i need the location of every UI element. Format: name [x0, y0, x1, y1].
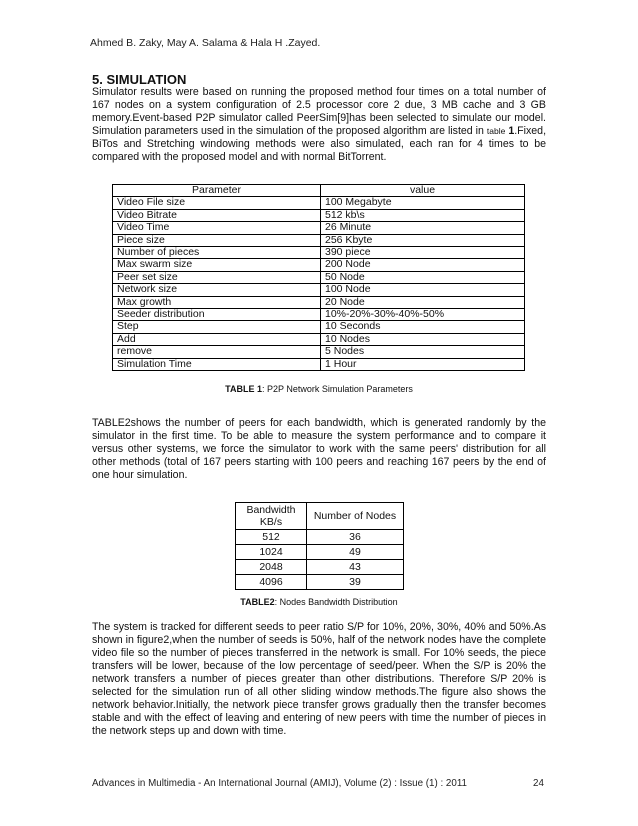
table-cell: 4096	[236, 575, 307, 590]
table-header-row	[113, 185, 525, 197]
table-row	[236, 560, 404, 575]
table-cell: Step	[113, 321, 321, 333]
caption-label: TABLE2	[240, 597, 275, 607]
table-header-row	[236, 503, 404, 530]
table-cell: Simulation Time	[113, 358, 321, 370]
section-title: 5. SIMULATION	[92, 72, 187, 87]
table-cell: 256 Kbyte	[321, 234, 525, 246]
table-cell: 43	[307, 560, 404, 575]
table2-caption	[0, 597, 638, 607]
table-cell: Video Time	[113, 222, 321, 234]
table-row	[113, 309, 525, 321]
table-cell: 512	[236, 530, 307, 545]
table-header-cell: Parameter	[113, 185, 321, 197]
table-header-cell: value	[321, 185, 525, 197]
table-cell: Video File size	[113, 197, 321, 209]
table-cell: Number of pieces	[113, 247, 321, 259]
table-row	[113, 271, 525, 283]
table-header-cell: Number of Nodes	[307, 503, 404, 530]
table-row	[236, 575, 404, 590]
table-cell: 36	[307, 530, 404, 545]
bandwidth-distribution-table	[235, 502, 404, 590]
table-row	[113, 222, 525, 234]
table-row	[236, 530, 404, 545]
page-number: 24	[533, 778, 544, 789]
table-cell: 390 piece	[321, 247, 525, 259]
table-cell: 1024	[236, 545, 307, 560]
footer-journal-citation: Advances in Multimedia - An International Journal (AMIJ), Volume (2) : Issue (1) : 2011	[92, 778, 467, 789]
table-cell: Max swarm size	[113, 259, 321, 271]
table-cell: 512 kb\s	[321, 209, 525, 221]
table-cell: 100 Node	[321, 284, 525, 296]
table-cell: Piece size	[113, 234, 321, 246]
table-cell: 10%-20%-30%-40%-50%	[321, 309, 525, 321]
table-row	[113, 259, 525, 271]
table-row	[113, 321, 525, 333]
table-row	[113, 333, 525, 345]
paragraph-text: Simulator results were based on running the proposed method four times on a total number of 167 nodes on a system configuration of 2.5 processor core 2 due, 3 MB cache and 3 GB memory.Event-based P2P simulator called PeerSim[9]has been selected to simulate our model. Simulation parameters used in the simulation of the proposed algorithm are listed in	[92, 86, 546, 137]
simulation-parameters-table	[112, 184, 525, 371]
table1-caption	[0, 384, 638, 394]
table-reference-number: 1	[508, 125, 515, 137]
caption-text: : Nodes Bandwidth Distribution	[274, 597, 398, 607]
paragraph-bandwidth-description: TABLE2shows the number of peers for each bandwidth, which is generated randomly by the simulator in the first time. To be able to measure the system performance and to compare it versus other systems, we force the simulator to work with the same peers' distribution for all other methods (total of 167 peers starting with 100 peers and reaching 167 peers by the end of one hour simulation.	[92, 417, 546, 481]
table-cell: Network size	[113, 284, 321, 296]
table-row	[236, 545, 404, 560]
table-cell: Peer set size	[113, 271, 321, 283]
paragraph-text: .Fixed, BiTos and Stretching windowing methods were also simulated, each ran for 4 times to be compared with the proposed model and with normal BitTorrent.	[92, 125, 547, 163]
table-cell: 10 Seconds	[321, 321, 525, 333]
table-cell: 49	[307, 545, 404, 560]
table-cell: 20 Node	[321, 296, 525, 308]
table-row	[113, 197, 525, 209]
table-cell: 200 Node	[321, 259, 525, 271]
table-row	[113, 234, 525, 246]
caption-label: TABLE 1	[225, 384, 262, 394]
table-cell: Seeder distribution	[113, 309, 321, 321]
paragraph-seed-ratio-results: The system is tracked for different seeds to peer ratio S/P for 10%, 20%, 30%, 40% and 50%.As shown in figure2,when the number of seeds is 50%, half of the network nodes have the complete video file so the number of pieces transferred in the network is small. For 10% seeds, the piece transfers will be lower, because of the low percentage of seed/peer. When the S/P is 20% the network transfers a number of pieces greater than other distributions. Therefore S/P 20% is selected for the simulation run of all other sliding window methods.The figure also shows the network behavior.Initially, the network piece transfer grows gradually then the transfer becomes stable and with the effect of leaving and entering of new peers with time the number of pieces in the network steps up and down with time.	[92, 621, 546, 737]
table-row	[113, 247, 525, 259]
table-cell: 39	[307, 575, 404, 590]
table-cell: 50 Node	[321, 271, 525, 283]
caption-text: : P2P Network Simulation Parameters	[261, 384, 413, 394]
table-row	[113, 284, 525, 296]
table-row	[113, 296, 525, 308]
table-cell: remove	[113, 346, 321, 358]
table-cell: Max growth	[113, 296, 321, 308]
table-cell: Video Bitrate	[113, 209, 321, 221]
table-header-cell: Bandwidth KB/s	[236, 503, 307, 530]
table-row	[113, 346, 525, 358]
paragraph-simulation-intro	[92, 86, 546, 164]
table-cell: 5 Nodes	[321, 346, 525, 358]
table-cell: 1 Hour	[321, 358, 525, 370]
table-reference-word: table	[486, 126, 506, 136]
table-cell: 100 Megabyte	[321, 197, 525, 209]
table-cell: Add	[113, 333, 321, 345]
table-row	[113, 209, 525, 221]
table-cell: 26 Minute	[321, 222, 525, 234]
table-cell: 10 Nodes	[321, 333, 525, 345]
table-row	[113, 358, 525, 370]
table-cell: 2048	[236, 560, 307, 575]
running-header-authors: Ahmed B. Zaky, May A. Salama & Hala H .Zayed.	[90, 37, 321, 49]
